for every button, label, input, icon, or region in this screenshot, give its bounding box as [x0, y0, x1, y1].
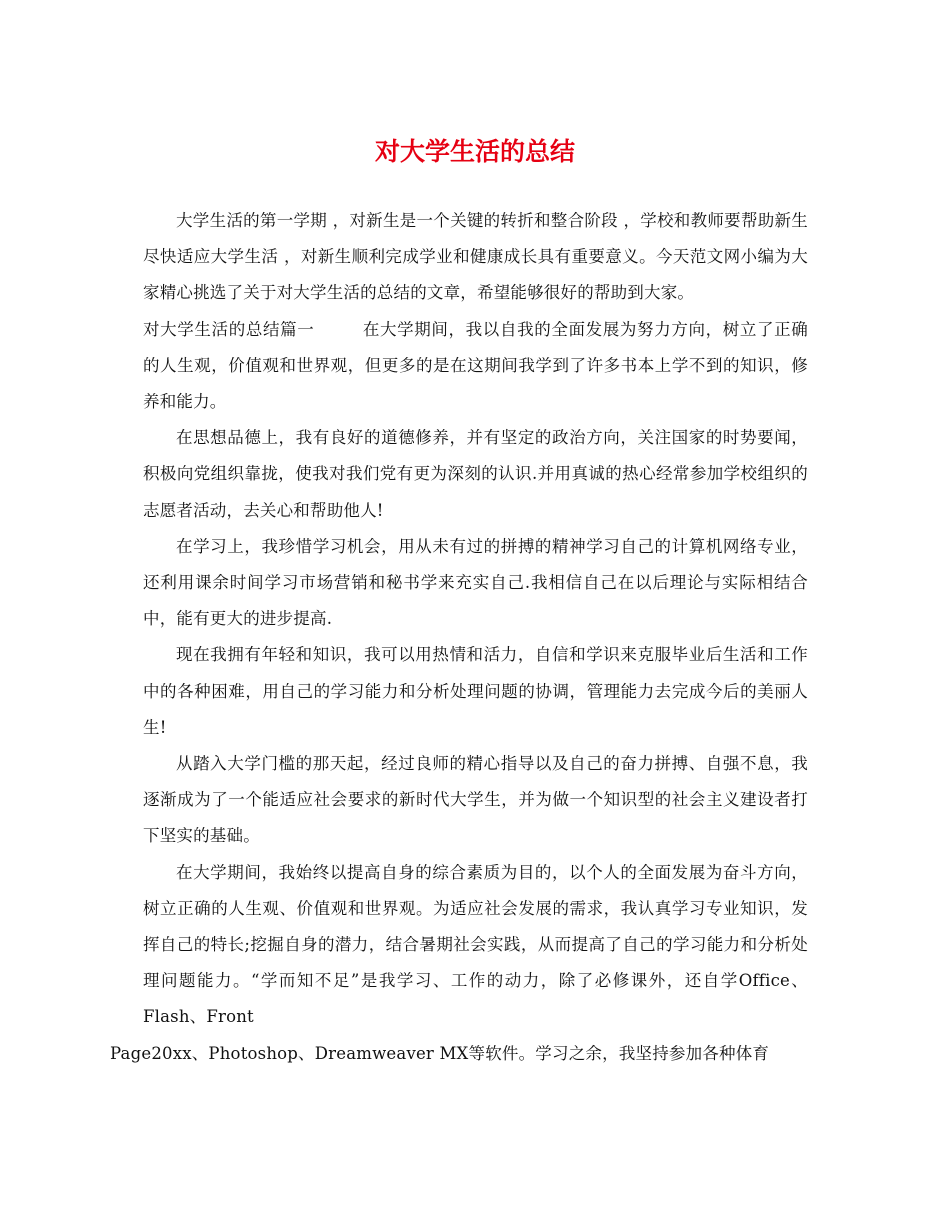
section-heading: 对大学生活的总结篇一: [143, 319, 315, 339]
quality-text-line1: 在大学期间，我始终以提高自身的综合素质为目的，以个人的全面发展为奋斗方向，树立正确的人生观、价值观和世界观。为适应社会发展的需求，我认真学习专业知识，发挥自己的特长;挖掘自身的潜力，结合暑期社会实践，从而提高了自己的学习能力和分析处理问题能力。“学而知不足”是我学习、工作的动力，除了必修课外，还自学Office、Flash、Front: [143, 862, 808, 1027]
document-title: 对大学生活的总结: [374, 137, 575, 166]
section-one-paragraph: [143, 312, 808, 421]
document-body: [110, 203, 808, 1072]
intro-paragraph: 大学生活的第一学期 ，对新生是一个关键的转折和整合阶段 ，学校和教师要帮助新生尽快适应大学生活 ，对新生顺利完成学业和健康成长具有重要意义。今天范文网小编为大家精心挑选了关于对大学生活的总结的文章，希望能够很好的帮助到大家。: [143, 211, 808, 303]
body-paragraph-quality: [110, 855, 808, 1072]
body-paragraph-future: 现在我拥有年轻和知识，我可以用热情和活力，自信和学识来克服毕业后生活和工作中的各种困难，用自己的学习能力和分析处理问题的协调，管理能力去完成今后的美丽人生!: [143, 645, 808, 737]
body-paragraph-growth: 从踏入大学门槛的那天起，经过良师的精心指导以及自己的奋力拼搏、自强不息，我逐渐成为了一个能适应社会要求的新时代大学生，并为做一个知识型的社会主义建设者打下坚实的基础。: [143, 754, 808, 846]
body-paragraph-study: 在学习上，我珍惜学习机会，用从未有过的拼搏的精神学习自己的计算机网络专业，还利用课余时间学习市场营销和秘书学来充实自己.我相信自己在以后理论与实际相结合中，能有更大的进步提高.: [143, 536, 808, 629]
body-paragraph-ethics: 在思想品德上，我有良好的道德修养，并有坚定的政治方向，关注国家的时势要闻，积极向党组织靠拢，使我对我们党有更为深刻的认识.并用真诚的热心经常参加学校组织的志愿者活动，去关心和帮助他人!: [143, 428, 808, 520]
quality-text-line2: Page20xx、Photoshop、Dreamweaver MX等软件。学习之余，我坚持参加各种体育: [110, 1043, 770, 1063]
section-first-text: 在大学期间，我以自我的全面发展为努力方向，树立了正确的人生观，价值观和世界观，但更多的是在这期间我学到了许多书本上学不到的知识，修养和能力。: [143, 319, 808, 412]
